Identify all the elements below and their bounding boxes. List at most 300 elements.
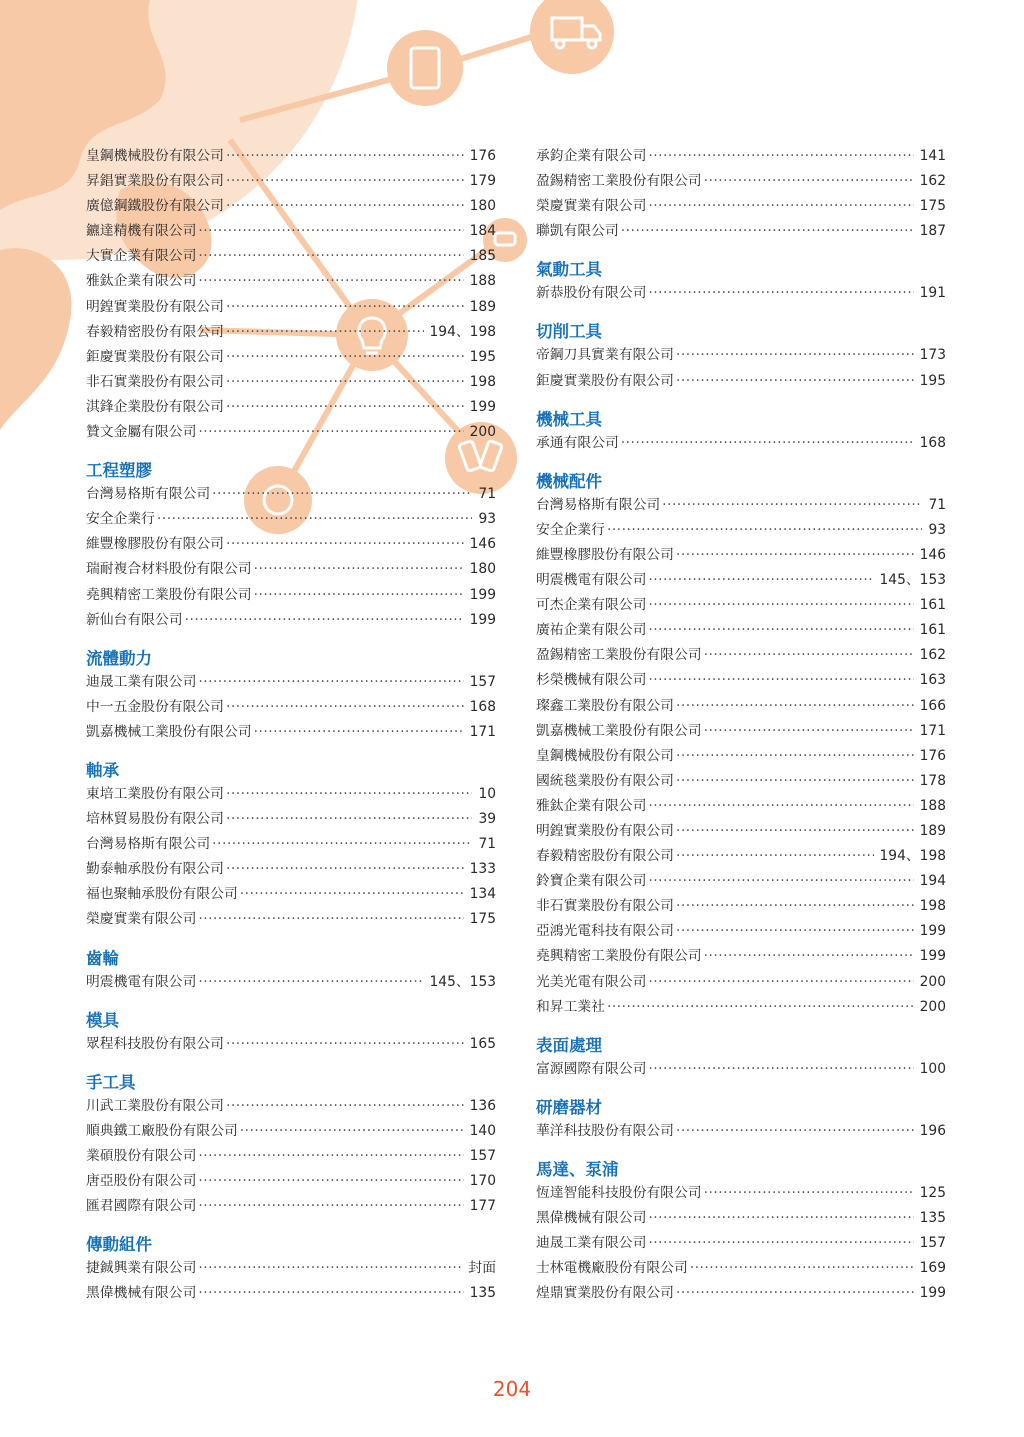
company-name: 凱嘉機械工業股份有限公司	[86, 723, 252, 740]
index-entry	[536, 1057, 946, 1082]
page-ref: 165	[469, 1035, 496, 1052]
leader-dots	[607, 518, 922, 543]
page-ref: 194	[919, 873, 946, 890]
page-ref: 195	[919, 372, 946, 389]
page-ref: 168	[469, 698, 496, 715]
page-ref: 封面	[468, 1260, 496, 1277]
index-entry	[536, 194, 946, 219]
page-ref: 157	[919, 1235, 946, 1252]
index-entry	[536, 1181, 946, 1206]
company-name: 昇錩實業股份有限公司	[86, 173, 224, 190]
tablet-node	[387, 30, 463, 106]
leader-dots	[676, 343, 914, 368]
leader-dots	[676, 919, 914, 944]
leader-dots	[198, 1144, 463, 1169]
page-ref: 185	[469, 248, 496, 265]
page-ref: 163	[919, 672, 946, 689]
company-name: 國統毯業股份有限公司	[536, 772, 674, 789]
index-entry	[86, 1194, 496, 1219]
index-entry	[536, 919, 946, 944]
company-name: 迪晟工業有限公司	[86, 673, 197, 690]
leader-dots	[198, 244, 463, 269]
page-ref: 134	[469, 886, 496, 903]
index-entry	[86, 295, 496, 320]
index-entry	[536, 593, 946, 618]
company-name: 明鍠實業股份有限公司	[536, 822, 674, 839]
leader-dots	[198, 670, 463, 695]
company-name: 大實企業有限公司	[86, 248, 197, 265]
page-ref: 184	[469, 223, 496, 240]
index-entry	[536, 694, 946, 719]
company-name: 雅鈦企業有限公司	[86, 273, 197, 290]
continent-shape	[0, 248, 72, 430]
company-name: 士林電機廠股份有限公司	[536, 1260, 688, 1277]
index-entry	[536, 944, 946, 969]
page-ref: 180	[469, 198, 496, 215]
page-number: 204	[492, 1377, 532, 1401]
company-name: 光美光電有限公司	[536, 973, 647, 990]
company-name: 春毅精密股份有限公司	[86, 323, 224, 340]
page-ref: 162	[919, 647, 946, 664]
company-name: 鑣達精機有限公司	[86, 223, 197, 240]
category-title: 研磨器材	[536, 1097, 602, 1117]
company-name: 非石實業股份有限公司	[536, 898, 674, 915]
category-title: 機械配件	[536, 471, 602, 491]
leader-dots	[621, 219, 914, 244]
company-name: 榮慶實業有限公司	[536, 198, 647, 215]
page-ref: 93	[928, 521, 946, 538]
company-name: 皇鋼機械股份有限公司	[86, 148, 224, 164]
leader-dots	[607, 995, 914, 1020]
category-title: 軸承	[86, 760, 119, 780]
index-entry	[86, 557, 496, 582]
page-ref: 200	[919, 973, 946, 990]
page-ref: 199	[469, 398, 496, 415]
company-name: 榮慶實業有限公司	[86, 911, 197, 928]
index-entry	[86, 832, 496, 857]
leader-dots	[676, 819, 914, 844]
leader-dots	[198, 269, 463, 294]
index-right-column	[536, 144, 946, 1306]
index-entry	[86, 482, 496, 507]
leader-dots	[648, 618, 913, 643]
company-name: 鉅慶實業股份有限公司	[86, 348, 224, 365]
page-ref: 200	[469, 424, 496, 441]
index-entry	[536, 343, 946, 368]
leader-dots	[254, 583, 464, 608]
company-name: 瑞耐複合材料股份有限公司	[86, 561, 252, 578]
leader-dots	[198, 1194, 463, 1219]
company-name: 勤泰軸承股份有限公司	[86, 861, 224, 878]
leader-dots	[198, 970, 423, 995]
page-ref: 145、153	[429, 973, 496, 990]
page-ref: 71	[928, 496, 946, 513]
index-entry	[86, 532, 496, 557]
index-entry	[536, 618, 946, 643]
company-name: 亞鴻光電科技有限公司	[536, 923, 674, 940]
index-entry	[86, 269, 496, 294]
page-ref: 100	[919, 1060, 946, 1077]
leader-dots	[198, 219, 463, 244]
index-entry	[536, 894, 946, 919]
index-entry	[86, 194, 496, 219]
index-entry	[86, 970, 496, 995]
index-entry	[86, 507, 496, 532]
index-entry	[536, 719, 946, 744]
leader-dots	[226, 320, 424, 345]
company-name: 東培工業股份有限公司	[86, 785, 224, 802]
leader-dots	[648, 869, 913, 894]
leader-dots	[704, 1181, 914, 1206]
company-name: 台灣易格斯有限公司	[86, 836, 211, 853]
index-entry	[86, 1256, 496, 1281]
company-name: 雅鈦企業有限公司	[536, 797, 647, 814]
page-ref: 196	[919, 1122, 946, 1139]
index-entry	[536, 1281, 946, 1306]
index-entry	[536, 568, 946, 593]
leader-dots	[226, 144, 464, 169]
page-ref: 161	[919, 622, 946, 639]
leader-dots	[676, 744, 914, 769]
index-entry	[86, 420, 496, 445]
index-entry	[86, 1281, 496, 1306]
company-name: 台灣易格斯有限公司	[86, 486, 211, 503]
index-entry	[86, 395, 496, 420]
index-entry	[536, 219, 946, 244]
leader-dots	[226, 695, 464, 720]
leader-dots	[690, 1256, 914, 1281]
index-entry	[536, 668, 946, 693]
company-name: 皇鋼機械股份有限公司	[536, 747, 674, 764]
company-name: 匯君國際有限公司	[86, 1198, 197, 1215]
category-title: 傳動組件	[86, 1235, 152, 1255]
page-ref: 136	[469, 1097, 496, 1114]
company-name: 帝鋼刀具實業有限公司	[536, 347, 674, 364]
index-entry	[536, 794, 946, 819]
leader-dots	[198, 1281, 463, 1306]
category-title: 機械工具	[536, 409, 602, 429]
company-name: 堯興精密工業股份有限公司	[86, 586, 252, 603]
index-entry	[86, 720, 496, 745]
index-entry	[536, 543, 946, 568]
leader-dots	[676, 844, 874, 869]
page-ref: 200	[919, 998, 946, 1015]
page-ref: 10	[478, 785, 496, 802]
index-entry	[536, 1231, 946, 1256]
company-name: 明震機電有限公司	[86, 973, 197, 990]
leader-dots	[198, 1169, 463, 1194]
leader-dots	[704, 944, 914, 969]
index-entry	[86, 857, 496, 882]
index-entry	[86, 695, 496, 720]
company-name: 鈴寶企業有限公司	[536, 873, 647, 890]
company-name: 聯凱有限公司	[536, 223, 619, 240]
page-ref: 162	[919, 173, 946, 190]
company-name: 和昇工業社	[536, 998, 605, 1015]
index-entry	[86, 345, 496, 370]
page-ref: 168	[919, 434, 946, 451]
index-entry	[86, 244, 496, 269]
category-title: 氣動工具	[536, 260, 602, 280]
company-name: 明震機電有限公司	[536, 572, 647, 589]
index-entry	[536, 431, 946, 456]
index-left-column	[86, 144, 496, 1306]
company-name: 廣億鋼鐵股份有限公司	[86, 198, 224, 215]
page-ref: 171	[469, 723, 496, 740]
leader-dots	[254, 557, 464, 582]
company-name: 唐亞股份有限公司	[86, 1173, 197, 1189]
page-ref: 170	[469, 1173, 496, 1189]
index-entry	[86, 882, 496, 907]
company-name: 順典鐵工廠股份有限公司	[86, 1122, 238, 1139]
page-ref: 187	[919, 223, 946, 240]
leader-dots	[676, 894, 914, 919]
category-title: 馬達、泵浦	[536, 1159, 619, 1179]
index-entry	[536, 518, 946, 543]
company-name: 黑偉機械有限公司	[536, 1210, 647, 1226]
index-entry	[536, 1206, 946, 1231]
page-ref: 199	[919, 948, 946, 965]
index-entry	[86, 144, 496, 169]
index-entry	[536, 643, 946, 668]
page-ref: 133	[469, 861, 496, 878]
page-ref: 175	[919, 198, 946, 215]
company-name: 盈錫精密工業股份有限公司	[536, 173, 702, 190]
index-entry	[536, 169, 946, 194]
leader-dots	[676, 369, 914, 394]
page-ref: 71	[478, 836, 496, 853]
company-name: 維豐橡膠股份有限公司	[86, 536, 224, 553]
page-ref: 145、153	[879, 572, 946, 589]
company-name: 安全企業行	[86, 511, 155, 528]
leader-dots	[648, 194, 913, 219]
index-entry	[536, 144, 946, 169]
company-name: 中一五金股份有限公司	[86, 698, 224, 715]
company-name: 業碩股份有限公司	[86, 1147, 197, 1164]
page-ref: 39	[478, 811, 496, 828]
page-ref: 180	[469, 561, 496, 578]
company-name: 明鍠實業股份有限公司	[86, 298, 224, 315]
page-ref: 171	[919, 722, 946, 739]
leader-dots	[676, 543, 914, 568]
index-entry	[86, 1169, 496, 1194]
page-ref: 189	[919, 822, 946, 839]
page-ref: 146	[469, 536, 496, 553]
company-name: 承鈞企業有限公司	[536, 148, 647, 164]
company-name: 培林貿易股份有限公司	[86, 811, 224, 828]
leader-dots	[226, 169, 464, 194]
index-entry	[536, 819, 946, 844]
leader-dots	[226, 194, 464, 219]
page-ref: 169	[919, 1260, 946, 1277]
leader-dots	[226, 395, 464, 420]
index-entry	[536, 493, 946, 518]
company-name: 春毅精密股份有限公司	[536, 848, 674, 865]
company-name: 可杰企業有限公司	[536, 597, 647, 614]
index-entry	[86, 907, 496, 932]
index-entry	[86, 320, 496, 345]
leader-dots	[662, 493, 922, 518]
page-ref: 173	[919, 347, 946, 364]
company-name: 煌鼎實業股份有限公司	[536, 1285, 674, 1302]
page-ref: 125	[919, 1184, 946, 1201]
index-entry	[86, 583, 496, 608]
company-name: 新仙台有限公司	[86, 611, 183, 628]
leader-dots	[226, 1032, 464, 1057]
leader-dots	[226, 345, 464, 370]
index-entry	[536, 369, 946, 394]
index-entry	[86, 608, 496, 633]
leader-dots	[226, 857, 464, 882]
leader-dots	[226, 807, 472, 832]
page-ref: 194、198	[429, 323, 496, 340]
company-name: 淇鋒企業股份有限公司	[86, 398, 224, 415]
index-entry	[536, 1119, 946, 1144]
page-ref: 93	[478, 511, 496, 528]
page-ref: 135	[469, 1285, 496, 1302]
index-entry	[86, 370, 496, 395]
company-name: 璨鑫工業股份有限公司	[536, 697, 674, 714]
page-ref: 188	[919, 797, 946, 814]
category-title: 表面處理	[536, 1035, 602, 1055]
leader-dots	[648, 1231, 913, 1256]
page-ref: 188	[469, 273, 496, 290]
company-name: 廣祐企業有限公司	[536, 622, 647, 639]
index-entry	[536, 844, 946, 869]
page-ref: 161	[919, 597, 946, 614]
company-name: 杉榮機械有限公司	[536, 672, 647, 689]
leader-dots	[648, 568, 873, 593]
page-ref: 179	[469, 173, 496, 190]
company-name: 福也聚軸承股份有限公司	[86, 886, 238, 903]
leader-dots	[704, 719, 914, 744]
leader-dots	[648, 970, 913, 995]
page-ref: 166	[919, 697, 946, 714]
company-name: 贊文金屬有限公司	[86, 424, 197, 441]
index-entry	[536, 744, 946, 769]
page-ref: 140	[469, 1122, 496, 1139]
page-ref: 157	[469, 1147, 496, 1164]
leader-dots	[198, 907, 463, 932]
page-ref: 189	[469, 298, 496, 315]
leader-dots	[226, 370, 464, 395]
leader-dots	[240, 882, 464, 907]
page-ref: 195	[469, 348, 496, 365]
page-ref: 176	[469, 148, 496, 164]
leader-dots	[198, 1256, 462, 1281]
index-entry	[86, 1032, 496, 1057]
company-name: 堯興精密工業股份有限公司	[536, 948, 702, 965]
index-entry	[536, 995, 946, 1020]
company-name: 凱嘉機械工業股份有限公司	[536, 722, 702, 739]
leader-dots	[648, 281, 913, 306]
leader-dots	[648, 794, 913, 819]
company-name: 鉅慶實業股份有限公司	[536, 372, 674, 389]
leader-dots	[648, 1057, 913, 1082]
company-name: 捷鋮興業有限公司	[86, 1260, 197, 1277]
index-entry	[86, 1144, 496, 1169]
category-title: 手工具	[86, 1072, 136, 1092]
index-entry	[536, 1256, 946, 1281]
page-ref: 157	[469, 673, 496, 690]
leader-dots	[704, 643, 914, 668]
page-ref: 194、198	[879, 848, 946, 865]
page-ref: 146	[919, 546, 946, 563]
category-title: 工程塑膠	[86, 461, 152, 481]
leader-dots	[648, 668, 913, 693]
page-ref: 199	[919, 923, 946, 940]
leader-dots	[212, 832, 472, 857]
leader-dots	[648, 144, 913, 169]
leader-dots	[254, 720, 464, 745]
company-name: 新恭股份有限公司	[536, 285, 647, 302]
company-name: 非石實業股份有限公司	[86, 373, 224, 390]
leader-dots	[648, 1206, 913, 1231]
leader-dots	[185, 608, 464, 633]
leader-dots	[226, 1094, 464, 1119]
company-name: 迪晟工業有限公司	[536, 1235, 647, 1252]
index-entry	[86, 782, 496, 807]
page-ref: 175	[469, 911, 496, 928]
leader-dots	[676, 694, 914, 719]
category-title: 齒輪	[86, 948, 119, 968]
page-ref: 176	[919, 747, 946, 764]
leader-dots	[648, 593, 913, 618]
index-entry	[86, 670, 496, 695]
company-name: 眾程科技股份有限公司	[86, 1035, 224, 1052]
leader-dots	[240, 1119, 464, 1144]
leader-dots	[704, 169, 914, 194]
leader-dots	[226, 295, 464, 320]
company-name: 黑偉機械有限公司	[86, 1285, 197, 1302]
leader-dots	[157, 507, 472, 532]
page-ref: 198	[469, 373, 496, 390]
index-entry	[86, 1119, 496, 1144]
page-ref: 198	[919, 898, 946, 915]
page-ref: 178	[919, 772, 946, 789]
index-entry	[86, 1094, 496, 1119]
leader-dots	[676, 1119, 914, 1144]
index-entry	[86, 219, 496, 244]
category-title: 流體動力	[86, 648, 152, 668]
index-entry	[536, 869, 946, 894]
page-ref: 199	[919, 1285, 946, 1302]
company-name: 盈錫精密工業股份有限公司	[536, 647, 702, 664]
page-ref: 141	[919, 148, 946, 164]
category-title: 切削工具	[536, 322, 602, 342]
leader-dots	[226, 532, 464, 557]
company-name: 安全企業行	[536, 521, 605, 538]
leader-dots	[621, 431, 914, 456]
category-title: 模具	[86, 1010, 119, 1030]
leader-dots	[198, 420, 463, 445]
company-name: 維豐橡膠股份有限公司	[536, 546, 674, 563]
page-ref: 177	[469, 1198, 496, 1215]
company-name: 華洋科技股份有限公司	[536, 1122, 674, 1139]
page-ref: 199	[469, 586, 496, 603]
leader-dots	[212, 482, 472, 507]
index-entry	[536, 281, 946, 306]
company-name: 台灣易格斯有限公司	[536, 496, 661, 513]
company-name: 富源國際有限公司	[536, 1060, 647, 1077]
index-entry	[536, 970, 946, 995]
page-ref: 135	[919, 1210, 946, 1226]
leader-dots	[226, 782, 472, 807]
index-entry	[86, 807, 496, 832]
page-ref: 199	[469, 611, 496, 628]
page-ref: 191	[919, 285, 946, 302]
leader-dots	[676, 769, 914, 794]
